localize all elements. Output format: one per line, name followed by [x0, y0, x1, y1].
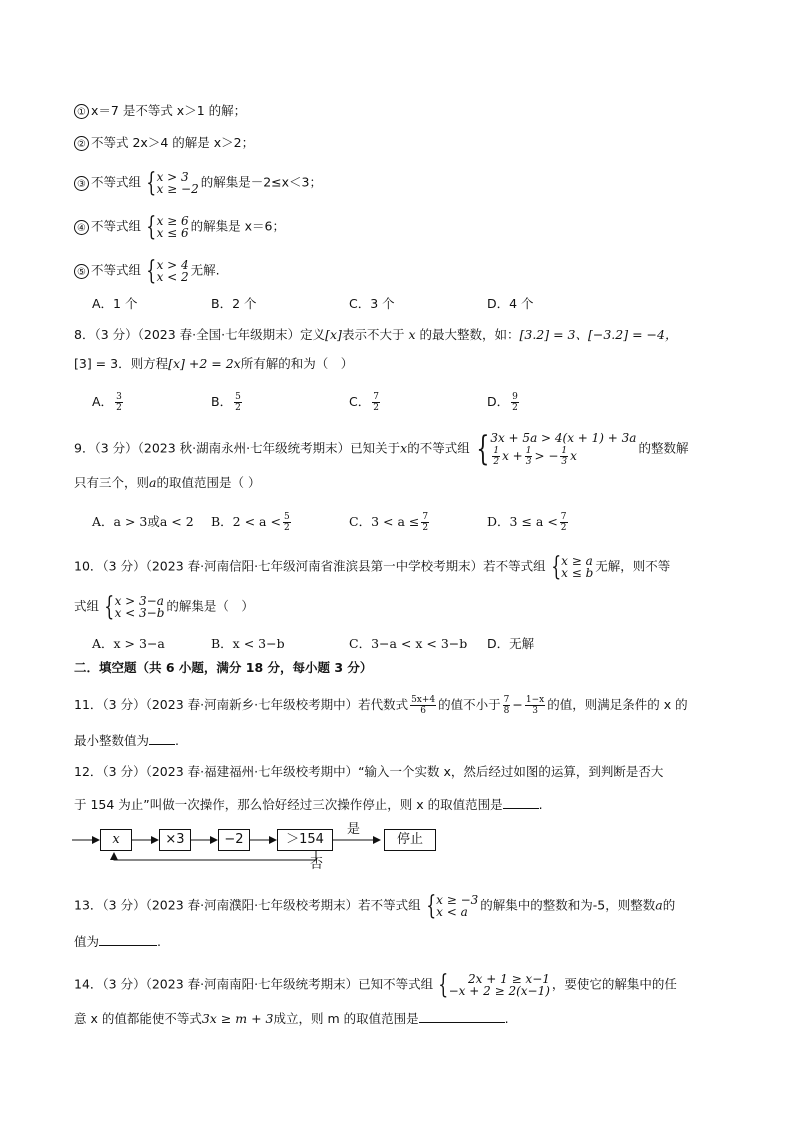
- inequality-system: { 3x + 5a > 4(x + 1) + 3a $\frac{1}{2}$ x + $\frac{1}{3}$ > − $\frac{1}{3}$ x: [476, 428, 637, 469]
- q14-stem-line1: 14．（3 分）（2023 春·河南南阳·七年级统考期末）已知不等式组 { 2x + 1 ≥ x−1 −x + 2 ≥ 2(x−1) ，要使它的解集中的任: [74, 970, 677, 1000]
- inequality-system: { x ≥ 6 x ≤ 6: [146, 212, 189, 242]
- q10-option-c[interactable]: C．3−a < x < 3−b: [349, 636, 468, 651]
- q7-item-1: ① x＝7 是不等式 x＞1 的解；: [74, 103, 246, 119]
- circled-number: ③: [74, 176, 89, 191]
- section-heading-fill-blank: 二．填空题（共 6 小题，满分 18 分，每小题 3 分）: [74, 660, 373, 675]
- circled-number: ①: [74, 104, 89, 119]
- q12-stem-line2: 于 154 为止”叫做一次操作，那么恰好经过三次操作停止，则 x 的取值范围是 .: [74, 797, 543, 812]
- q12-stem-line1: 12．（3 分）（2023 春·福建福州·七年级校考期中）“输入一个实数 x，然后经过如图的运算，到判断是否大: [74, 764, 664, 779]
- q8-stem-line2: [3] = 3．则方程[x] +2 = 2x所有解的和为（ ）: [74, 356, 354, 371]
- q9-stem-line2: 只有三个，则a的取值范围是（ ）: [74, 475, 261, 490]
- inequality-system: { x ≥ −3 x < a: [425, 891, 479, 921]
- q8-option-c[interactable]: C． $\frac{7}{2}$: [349, 392, 379, 413]
- circled-number: ⑤: [74, 264, 89, 279]
- q7-item-5: ⑤ 不等式组 { x > 4 x < 2 无解.: [74, 258, 220, 284]
- q10-option-d[interactable]: D．无解: [487, 636, 535, 651]
- q8-option-b[interactable]: B． $\frac{5}{2}$: [211, 392, 241, 413]
- flow-box-input: x: [100, 829, 132, 851]
- answer-blank[interactable]: [149, 732, 175, 745]
- q7-item-3: ③ 不等式组 { x > 3 x ≥ −2 的解集是－2≤x＜3；: [74, 170, 322, 196]
- q9-option-d[interactable]: D．3 ≤ a < $\frac{7}{2}$: [487, 512, 567, 533]
- q10-option-b[interactable]: B．x < 3−b: [211, 636, 285, 651]
- q7-item-4: ④ 不等式组 { x ≥ 6 x ≤ 6 的解集是 x＝6；: [74, 214, 285, 240]
- flow-box-compare: ＞154: [277, 829, 333, 851]
- q13-stem-line2: 值为 .: [74, 934, 161, 949]
- q10-stem-line2: 式组 { x > 3−a x < 3−b 的解集是（ ）: [74, 592, 254, 622]
- inequality-system: { x ≥ a x ≤ b: [550, 552, 594, 582]
- q9-stem-line1: 9．（3 分）（2023 秋·湖南永州·七年级统考期末）已知关于x的不等式组 { 3x + 5a > 4(x + 1) + 3a $\frac{1}{2}$ x + $\frac{1}{3}$ > − $\frac{1}{3}$ x 的整数解: [74, 428, 689, 469]
- q8-option-d[interactable]: D． $\frac{9}{2}$: [487, 392, 518, 413]
- q11-stem-line1: 11．（3 分）（2023 春·河南新乡·七年级校考期中）若代数式 $\frac{5x+4}{6}$ 的值不小于 $\frac{7}{8}$ − $\frac{1-x}{3}$ 的值，则满足条件的 x 的: [74, 695, 688, 716]
- flow-label-no: 否: [310, 857, 324, 872]
- q9-option-a[interactable]: A．a > 3或a < 2: [92, 514, 194, 529]
- answer-blank[interactable]: [503, 796, 539, 809]
- q9-option-c[interactable]: C．3 < a ≤ $\frac{7}{2}$: [349, 512, 429, 533]
- q9-option-b[interactable]: B．2 < a < $\frac{5}{2}$: [211, 512, 290, 533]
- flow-box-subtract: −2: [218, 829, 250, 851]
- flow-box-stop: 停止: [384, 829, 436, 851]
- inequality-system: { x > 3 x ≥ −2: [146, 168, 199, 198]
- q8-option-a[interactable]: A． $\frac{3}{2}$: [92, 392, 122, 413]
- inequality-system: { x > 3−a x < 3−b: [104, 592, 165, 622]
- q10-stem-line1: 10．（3 分）（2023 春·河南信阳·七年级河南省淮滨县第一中学校考期末）若不等式组 { x ≥ a x ≤ b 无解，则不等: [74, 552, 671, 582]
- q10-option-a[interactable]: A．x > 3−a: [92, 636, 165, 651]
- q13-stem-line1: 13．（3 分）（2023 春·河南濮阳·七年级校考期末）若不等式组 { x ≥ −3 x < a 的解集中的整数和为-5，则整数a的: [74, 891, 676, 921]
- q7-item-2: ② 不等式 2x＞4 的解是 x＞2；: [74, 135, 254, 151]
- circled-number: ②: [74, 136, 89, 151]
- answer-blank[interactable]: [419, 1010, 505, 1023]
- circled-number: ④: [74, 220, 89, 235]
- inequality-system: { x > 4 x < 2: [146, 256, 189, 286]
- flow-label-yes: 是: [347, 822, 361, 837]
- q11-stem-line2: 最小整数值为 .: [74, 733, 179, 748]
- q8-stem-line1: 8．（3 分）（2023 春·全国·七年级期末）定义[x]表示不大于 x 的最大整数，如：[3.2] = 3、[−3.2] = −4，: [74, 327, 678, 342]
- flow-box-multiply: ×3: [159, 829, 191, 851]
- inequality-system: { 2x + 1 ≥ x−1 −x + 2 ≥ 2(x−1): [438, 970, 550, 1000]
- q7-option-a[interactable]: A．1 个: [92, 296, 138, 311]
- q7-option-d[interactable]: D．4 个: [487, 296, 534, 311]
- q14-stem-line2: 意 x 的值都能使不等式3x ≥ m + 3成立，则 m 的取值范围是 .: [74, 1011, 509, 1026]
- answer-blank[interactable]: [99, 933, 157, 946]
- q7-option-c[interactable]: C．3 个: [349, 296, 395, 311]
- q7-option-b[interactable]: B．2 个: [211, 296, 257, 311]
